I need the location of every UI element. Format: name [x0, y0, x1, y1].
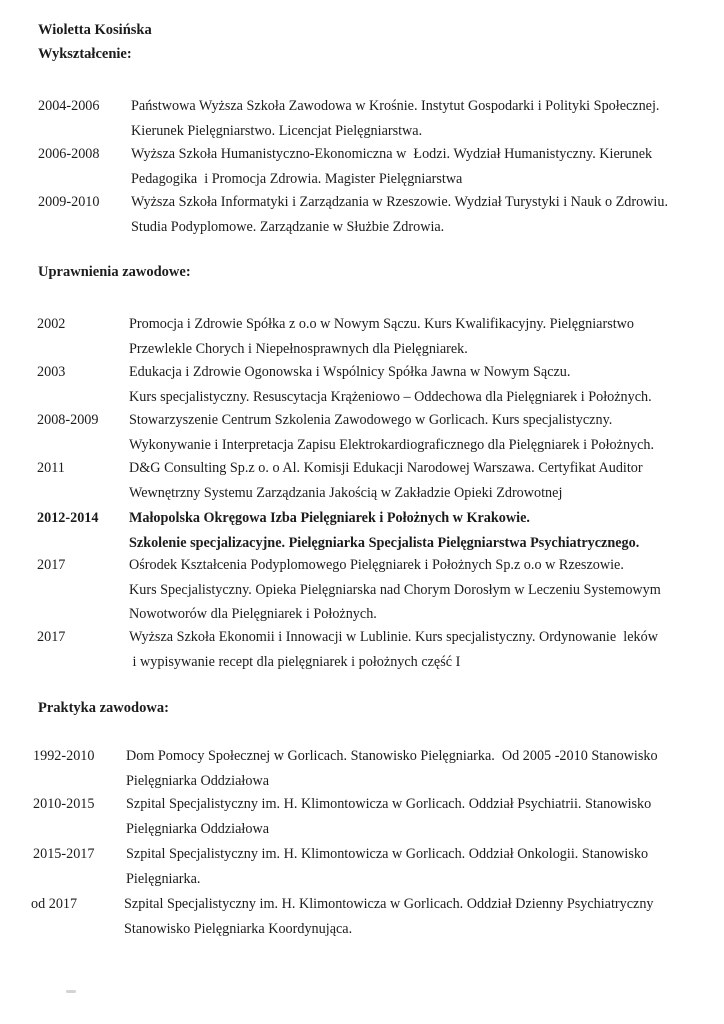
- entry-description-line: Wewnętrzny Systemu Zarządzania Jakością w Zakładzie Opieki Zdrowotnej: [129, 484, 563, 501]
- entry-years: 2017: [37, 629, 66, 645]
- entry-years: 2015-2017: [33, 846, 95, 862]
- entry-description-line: Wyższa Szkoła Humanistyczno-Ekonomiczna w Łodzi. Wydział Humanistyczny. Kierunek: [131, 146, 653, 162]
- entry-description-line: Wyższa Szkoła Ekonomii i Innowacji w Lublinie. Kurs specjalistyczny. Ordynowanie leków: [129, 629, 658, 645]
- qualifications-heading: Uprawnienia zawodowe:: [38, 264, 191, 280]
- entry-description-line: Szpital Specjalistyczny im. H. Klimontowicza w Gorlicach. Oddział Onkologii. Stanowisko: [126, 846, 649, 862]
- entry-description-line: Małopolska Okręgowa Izba Pielęgniarek i Położnych w Krakowie.: [129, 510, 530, 526]
- entry-years: 2011: [37, 460, 65, 476]
- experience-heading: Praktyka zawodowa:: [38, 700, 169, 716]
- entry-years: 2006-2008: [38, 146, 100, 162]
- entry-description-line: Kurs specjalistyczny. Resuscytacja Krążeniowo – Oddechowa dla Pielęgniarek i Położnych.: [129, 388, 652, 405]
- entry-years: 2008-2009: [37, 412, 99, 428]
- education-heading: Wykształcenie:: [38, 46, 132, 62]
- entry-description-line: Szpital Specjalistyczny im. H. Klimontowicza w Gorlicach. Oddział Psychiatrii. Stanowisko: [126, 796, 652, 812]
- person-name: Wioletta Kosińska: [38, 22, 152, 38]
- entry-description-line: Edukacja i Zdrowie Ogonowska i Wspólnicy Spółka Jawna w Nowym Sączu.: [129, 364, 571, 380]
- entry-description-line: Ośrodek Kształcenia Podyplomowego Pielęgniarek i Położnych Sp.z o.o w Rzeszowie.: [129, 557, 624, 573]
- entry-description-line: Studia Podyplomowe. Zarządzanie w Służbie Zdrowia.: [131, 218, 445, 235]
- entry-description-line: Szpital Specjalistyczny im. H. Klimontowicza w Gorlicach. Oddział Dzienny Psychiatryczny: [124, 896, 654, 912]
- entry-description-line: Stowarzyszenie Centrum Szkolenia Zawodowego w Gorlicach. Kurs specjalistyczny.: [129, 412, 613, 428]
- entry-description-line: Państwowa Wyższa Szkoła Zawodowa w Krośnie. Instytut Gospodarki i Polityki Społecznej.: [131, 98, 660, 114]
- entry-years: 2004-2006: [38, 98, 100, 114]
- entry-description-line: D&G Consulting Sp.z o. o Al. Komisji Edukacji Narodowej Warszawa. Certyfikat Auditor: [129, 460, 643, 476]
- entry-years: od 2017: [31, 896, 78, 912]
- entry-years: 1992-2010: [33, 748, 95, 764]
- entry-description-line: Przewlekle Chorych i Niepełnosprawnych dla Pielęgniarek.: [129, 340, 468, 357]
- entry-description-line: Kierunek Pielęgniarstwo. Licencjat Pielęgniarstwa.: [131, 122, 423, 139]
- entry-description-line: Szkolenie specjalizacyjne. Pielęgniarka Specjalista Pielęgniarstwa Psychiatrycznego.: [129, 534, 640, 551]
- entry-years: 2002: [37, 316, 66, 332]
- entry-years: 2017: [37, 557, 66, 573]
- entry-years: 2009-2010: [38, 194, 100, 210]
- entry-years: 2010-2015: [33, 796, 95, 812]
- entry-description-line: Wykonywanie i Interpretacja Zapisu Elektrokardiograficznego dla Pielęgniarek i Położnych.: [129, 436, 655, 453]
- entry-description-line: Kurs Specjalistyczny. Opieka Pielęgniarska nad Chorym Dorosłym w Leczeniu Systemowym: [129, 581, 661, 598]
- entry-years: 2012-2014: [37, 510, 99, 526]
- entry-description-line: Wyższa Szkoła Informatyki i Zarządzania w Rzeszowie. Wydział Turystyki i Nauk o Zdrowiu.: [131, 194, 669, 210]
- entry-description-line: Nowotworów dla Pielęgniarek i Położnych.: [129, 606, 377, 623]
- entry-description-line: Pielęgniarka Oddziałowa: [126, 772, 270, 789]
- scan-mark: [66, 990, 76, 993]
- entry-description-line: i wypisywanie recept dla pielęgniarek i położnych część I: [129, 653, 461, 670]
- entry-description-line: Pielęgniarka Oddziałowa: [126, 820, 270, 837]
- entry-description-line: Promocja i Zdrowie Spółka z o.o w Nowym Sączu. Kurs Kwalifikacyjny. Pielęgniarstwo: [129, 316, 634, 332]
- entry-description-line: Stanowisko Pielęgniarka Koordynująca.: [124, 920, 353, 937]
- entry-description-line: Pielęgniarka.: [126, 870, 201, 887]
- entry-description-line: Pedagogika i Promocja Zdrowia. Magister Pielęgniarstwa: [131, 170, 463, 187]
- entry-description-line: Dom Pomocy Społecznej w Gorlicach. Stanowisko Pielęgniarka. Od 2005 -2010 Stanowisko: [126, 748, 658, 764]
- entry-years: 2003: [37, 364, 66, 380]
